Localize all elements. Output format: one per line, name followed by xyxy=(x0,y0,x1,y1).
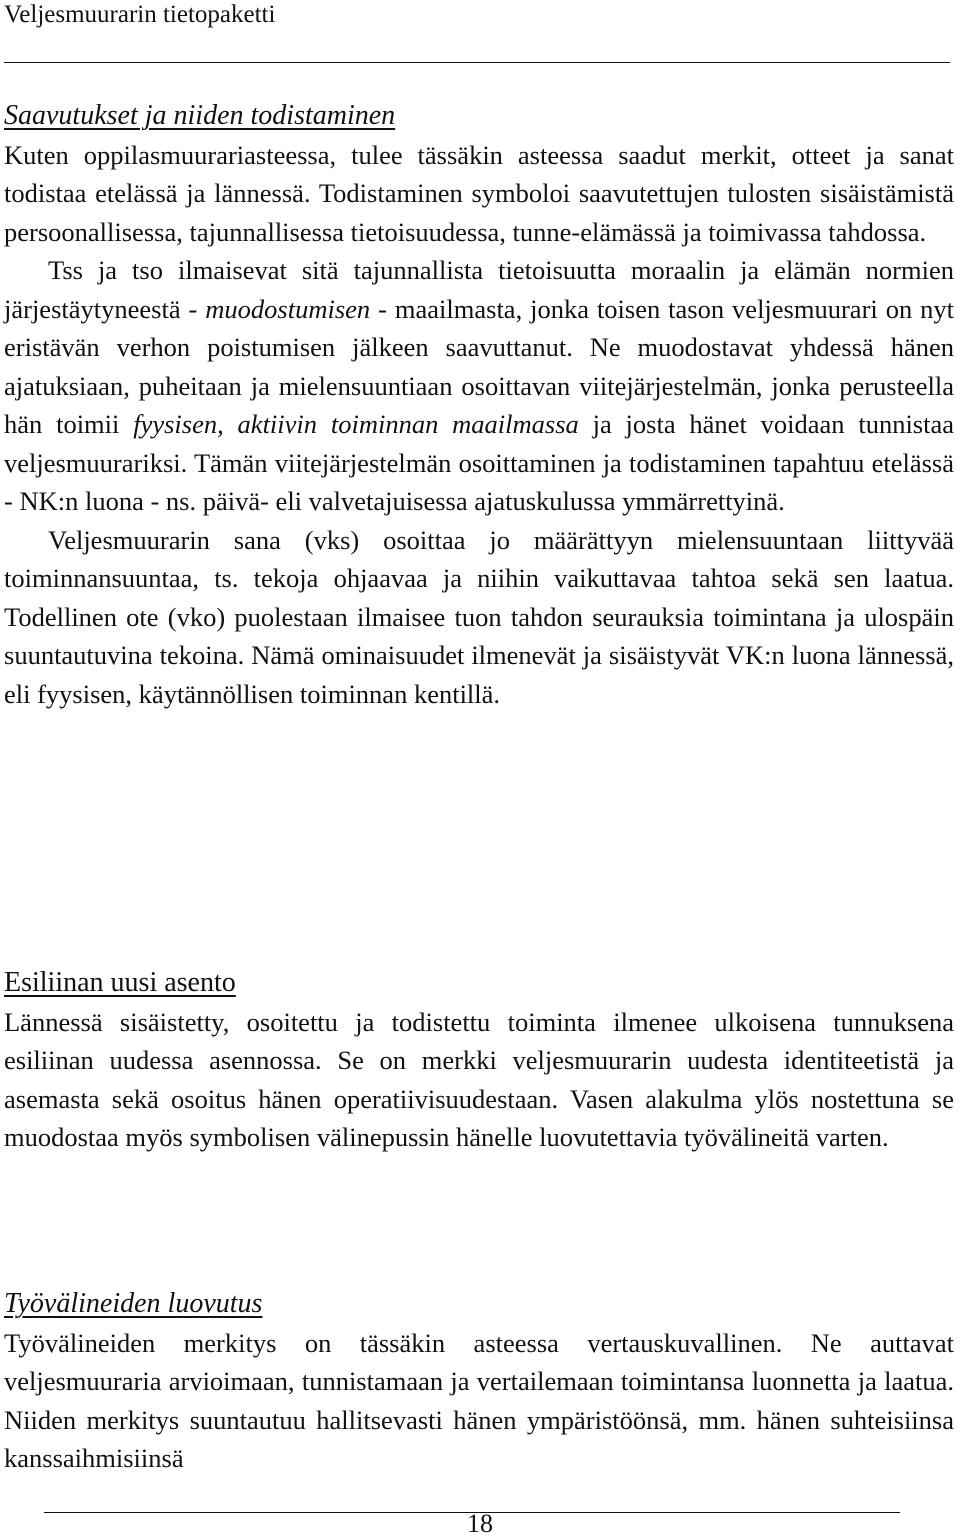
section-tyovalineet xyxy=(4,1285,954,1478)
paragraph xyxy=(4,251,954,521)
text-run: ja josta hänet voidaan tunnistaa veljesmuurariksi. Tämän viitejärjestelmän osoittaminen ja todistaminen tapahtuu etelässä - NK:n luona - ns. päivä- eli valvetajuisessa ajatuskulussa ymmärrettyinä. xyxy=(4,409,955,516)
paragraph: Lännessä sisäistetty, osoitettu ja todistettu toiminta ilmenee ulkoisena tunnuksena esiliinan uudessa asennossa. Se on merkki veljesmuurarin uudesta identiteetistä ja asemasta sekä osoitus hänen operatiivisuudestaan. Vasen alakulma ylös nostettuna se muodostaa myös symbolisen välinepussin hänelle luovutettavia työvälineitä varten. xyxy=(4,1006,954,1152)
paragraph: Veljesmuurarin sana (vks) osoittaa jo määrättyyn mielensuuntaan liittyvää toiminnansuuntaa, ts. tekoja ohjaavaa ja niihin vaikuttavaa tahtoa sekä sen laatua. Todellinen ote (vko) puolestaan ilmaisee tuon tahdon seurauksia toimintana ja ulospäin suuntautuvina tekoina. Nämä ominaisuudet ilmenevät ja sisäistyvät VK:n luona lännessä, eli fyysisen, käytännöllisen toiminnan kentillä. xyxy=(4,524,954,709)
header-rule xyxy=(4,62,950,63)
paragraph: Työvälineiden merkitys on tässäkin asteessa vertauskuvallinen. Ne auttavat veljesmuuraria arvioimaan, tunnistamaan ja vertailemaan toimintansa luonnetta ja laatua. Niiden merkitys suuntautuu hallitsevasti hänen ympäristöönsä, mm. hänen suhteisiinsa kanssaihmisiinsä xyxy=(4,1327,954,1473)
section-saavutukset xyxy=(4,97,954,713)
emphasis: fyysisen, aktiivin toiminnan maailmassa xyxy=(133,409,579,439)
section-esiliina xyxy=(4,964,954,1157)
text-run: - maailmasta, jonka toisen tason veljesmuurari on nyt eristävän verhon poistumisen jälkeen saavuttanut. Ne muodostavat yhdessä hänen ajatuksiaan, puheitaan ja mielensuuntiaan osoittavan viitejärjestelmän, jonka perusteella hän toimii xyxy=(4,293,954,439)
section-heading: Työvälineiden luovutus xyxy=(4,1288,263,1319)
section-heading: Esiliinan uusi asento xyxy=(4,967,236,998)
section-heading: Saavutukset ja niiden todistaminen xyxy=(4,100,396,131)
paragraph: Kuten oppilasmuurariasteessa, tulee tässäkin asteessa saadut merkit, otteet ja sanat todistaa etelässä ja lännessä. Todistaminen symboloi saavutettujen tulosten sisäistämistä persoonallisessa, tajunnallisessa tietoisuudessa, tunne-elämässä ja toimivassa tahdossa. xyxy=(4,139,954,247)
running-header: Veljesmuurarin tietopaketti xyxy=(4,1,276,28)
page-number: 18 xyxy=(467,1509,493,1538)
emphasis: muodostumisen xyxy=(205,293,371,324)
text-run: Tss ja tso ilmaisevat sitä tajunnallista tietoisuutta moraalin ja elämän normien järjestäytyneestä - xyxy=(4,255,954,324)
